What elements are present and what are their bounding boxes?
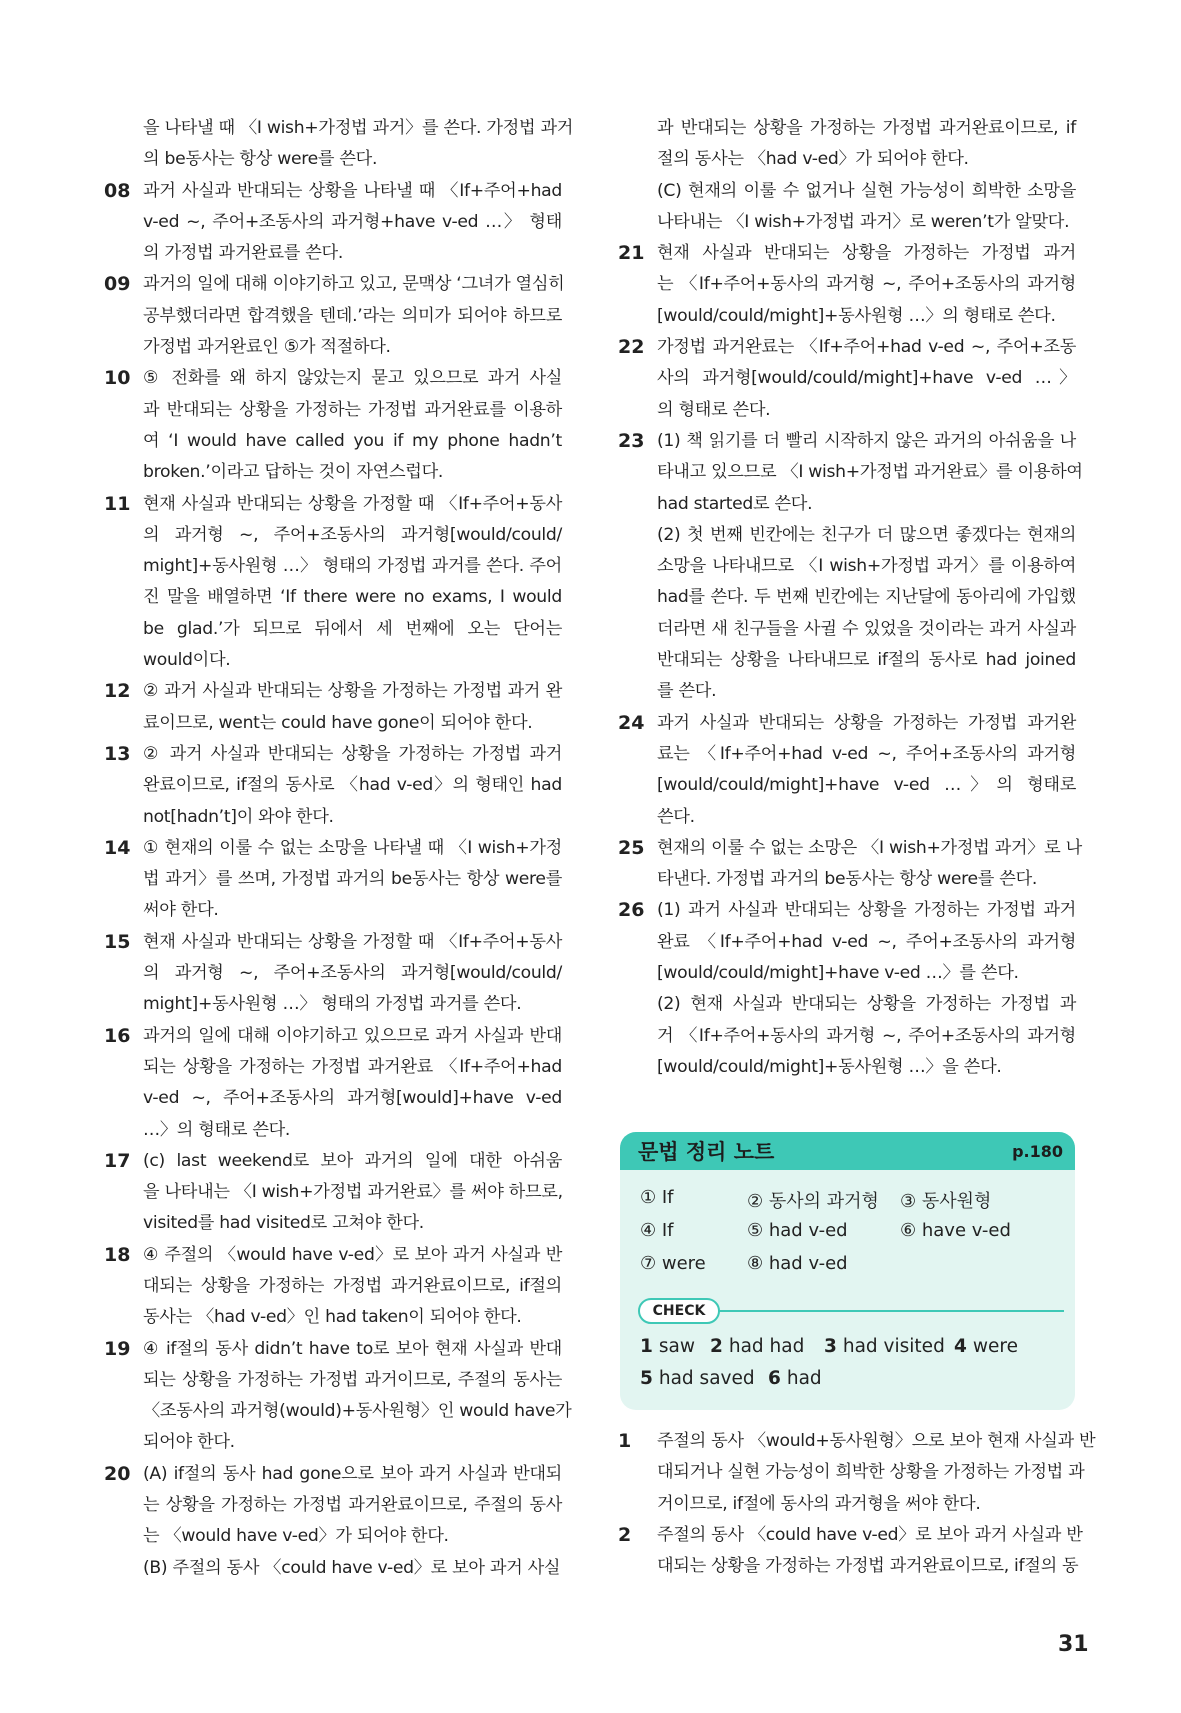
answer-item <box>104 833 562 927</box>
answer-number: 1 <box>618 1430 632 1452</box>
answer-text-line: 거이므로, if절에 동사의 과거형을 써야 한다. <box>657 1493 981 1514</box>
answer-text-line: [would/could/might]+동사원형 …〉을 쓴다. <box>657 1056 1002 1077</box>
answer-text-line: (1) 책 읽기를 더 빨리 시작하지 않은 과거의 아쉬움을 나 <box>657 430 1076 451</box>
answer-text-line: [would/could/might]+have v-ed …〉를 쓴다. <box>657 963 1019 984</box>
answer-text-line: (A) if절의 동사 had gone으로 보아 과거 사실과 반대되 <box>143 1463 562 1484</box>
page-number: 31 <box>1058 1632 1089 1657</box>
answer-item <box>104 1146 562 1240</box>
answer-text-line: (B) 주절의 동사 〈could have v-ed〉로 보아 과거 사실 <box>143 1557 561 1578</box>
answer-item <box>104 176 562 270</box>
answer-text-line: 대되는 상황을 가정하는 가정법 과거완료이므로, if절의 동 <box>657 1556 1079 1577</box>
answer-item <box>104 676 562 739</box>
answer-text-line: might]+동사원형 …〉 형태의 가정법 과거를 쓴다. 주어 <box>143 556 562 577</box>
answer-number: 24 <box>618 711 645 734</box>
left-column <box>104 113 574 1584</box>
answer-item <box>104 269 565 363</box>
answer-text-line: 나타내는 〈I wish+가정법 과거〉로 weren’t가 알맞다. <box>657 211 1070 232</box>
answer-item <box>104 489 562 677</box>
answer-text-line: 가정법 과거완료인 ⑤가 적절하다. <box>143 337 391 358</box>
right-column <box>618 113 1083 1083</box>
answer-text-line: 는 상황을 가정하는 가정법 과거완료이므로, 주절의 동사 <box>143 1495 562 1516</box>
answer-text-line: (c) last weekend로 보아 과거의 일에 대한 아쉬움 <box>143 1150 562 1171</box>
check-answer: 2 had had <box>710 1336 805 1357</box>
answer-text-line: (C) 현재의 이룰 수 없거나 실현 가능성이 희박한 소망을 <box>657 180 1076 201</box>
answer-text-line: 타내고 있으므로 〈I wish+가정법 과거완료〉를 이용하여 <box>657 462 1083 483</box>
answer-item <box>104 363 562 488</box>
answer-text-line: 을 나타내는 〈I wish+가정법 과거완료〉를 써야 하므로, <box>143 1182 563 1203</box>
note-answer: ① If <box>640 1187 674 1208</box>
check-answer: 4 were <box>954 1336 1018 1357</box>
check-answer: 1 saw <box>640 1336 695 1357</box>
answer-text-line: ④ if절의 동사 didn’t have to로 보아 현재 사실과 반대 <box>143 1338 562 1359</box>
answer-number: 12 <box>104 680 131 703</box>
answer-text-line: 사의 과거형[would/could/might]+have v-ed …〉 <box>657 368 1076 389</box>
grammar-note-page-ref: p.180 <box>1012 1141 1063 1161</box>
answer-text-line: (2) 현재 사실과 반대되는 상황을 가정하는 가정법 과 <box>657 994 1076 1015</box>
answer-number: 14 <box>104 836 131 859</box>
answer-text-line: broken.’이라고 답하는 것이 자연스럽다. <box>143 462 444 483</box>
answer-number: 13 <box>104 742 131 765</box>
answer-item <box>104 113 574 176</box>
answer-text-line: 를 쓴다. <box>657 681 717 702</box>
answer-item <box>104 1021 562 1146</box>
answer-text-line: [would/could/might]+동사원형 …〉의 형태로 쓴다. <box>657 305 1056 326</box>
check-answer: 3 had visited <box>824 1336 945 1357</box>
answer-item <box>618 895 1076 1083</box>
answer-text-line: be glad.’가 되므로 뒤에서 세 번째에 오는 단어는 <box>143 618 562 639</box>
answer-text-line: (2) 첫 번째 빈칸에는 친구가 더 많으면 좋겠다는 현재의 <box>657 524 1076 545</box>
answer-text-line: ⑤ 전화를 왜 하지 않았는지 묻고 있으므로 과거 사실 <box>143 368 562 389</box>
answer-text-line: 되어야 한다. <box>143 1432 235 1453</box>
answer-text-line: 과 반대되는 상황을 가정하는 가정법 과거완료를 이용하 <box>143 399 562 420</box>
note-answer: ⑤ had v-ed <box>747 1220 848 1241</box>
answer-text-line: 공부했더라면 합격했을 텐데.’라는 의미가 되어야 하므로 <box>143 305 562 326</box>
note-answer: ⑥ have v-ed <box>900 1220 1011 1241</box>
answer-text-line: might]+동사원형 …〉 형태의 가정법 과거를 쓴다. <box>143 994 522 1015</box>
answer-item <box>618 238 1076 332</box>
answer-item <box>104 1459 562 1584</box>
answer-text-line: 소망을 나타내므로 〈I wish+가정법 과거〉를 이용하여 <box>657 556 1076 577</box>
answer-text-line: 진 말을 배열하면 ‘If there were no exams, I would <box>143 587 562 608</box>
answer-text-line: 는 〈If+주어+동사의 과거형 ~, 주어+조동사의 과거형 <box>657 274 1076 295</box>
answer-text-line: 써야 한다. <box>143 900 219 921</box>
answer-number: 22 <box>618 336 645 359</box>
answer-item <box>618 426 1083 708</box>
answer-text-line: 을 나타낼 때 〈I wish+가정법 과거〉를 쓴다. 가정법 과거 <box>143 118 574 138</box>
answer-item <box>104 1334 572 1459</box>
answer-text-line: 동사는 〈had v-ed〉인 had taken이 되어야 한다. <box>143 1307 522 1328</box>
check-label: CHECK <box>638 1298 720 1324</box>
answer-text-line: visited를 had visited로 고쳐야 한다. <box>143 1213 424 1234</box>
answer-text-line: ② 과거 사실과 반대되는 상황을 가정하는 가정법 과거 <box>143 743 562 764</box>
answer-text-line: 현재 사실과 반대되는 상황을 가정할 때 〈If+주어+동사 <box>143 931 562 952</box>
answer-item <box>104 739 562 833</box>
answer-text-line: not[hadn’t]이 와야 한다. <box>143 806 334 827</box>
check-answer: 5 had saved <box>640 1368 755 1389</box>
answer-text-line: 료는 〈If+주어+had v-ed ~, 주어+조동사의 과거형 <box>657 743 1076 764</box>
note-answer: ④ If <box>640 1220 674 1241</box>
answer-number: 2 <box>618 1523 632 1546</box>
answer-text-line: 대되는 상황을 가정하는 가정법 과거완료이므로, if절의 <box>143 1275 562 1296</box>
answer-text-line: v-ed ~, 주어+조동사의 과거형+have v-ed …〉 형태 <box>143 211 562 232</box>
answer-number: 16 <box>104 1024 131 1047</box>
answer-text-line: 거 〈If+주어+동사의 과거형 ~, 주어+조동사의 과거형 <box>657 1025 1076 1046</box>
answer-number: 20 <box>104 1462 131 1485</box>
answer-text-line: 타낸다. 가정법 과거의 be동사는 항상 were를 쓴다. <box>657 869 1038 890</box>
answer-item <box>618 1426 1096 1520</box>
answer-text-line: 과 반대되는 상황을 가정하는 가정법 과거완료이므로, if <box>657 118 1076 138</box>
answer-text-line: 는 〈would have v-ed〉가 되어야 한다. <box>143 1526 449 1547</box>
answer-item <box>104 927 562 1021</box>
answer-text-line: 과거의 일에 대해 이야기하고 있고, 문맥상 ‘그녀가 열심히 <box>143 274 565 295</box>
answer-text-line: ④ 주절의 〈would have v-ed〉로 보아 과거 사실과 반 <box>143 1244 562 1265</box>
answer-number: 25 <box>618 836 645 859</box>
answer-text-line: v-ed ~, 주어+조동사의 과거형[would]+have v-ed <box>143 1088 562 1109</box>
answer-text-line: 법 과거〉를 쓰며, 가정법 과거의 be동사는 항상 were를 <box>143 869 562 890</box>
answer-text-line: 의 가정법 과거완료를 쓴다. <box>143 243 343 264</box>
answer-text-line: 여 ‘I would have called you if my phone hadn’t <box>143 430 562 451</box>
check-answer: 6 had <box>768 1368 822 1389</box>
answer-text-line: 더라면 새 친구들을 사귈 수 있었을 것이라는 과거 사실과 <box>657 618 1076 639</box>
answer-text-line: 〈조동사의 과거형(would)+동사원형〉인 would have가 <box>143 1401 572 1422</box>
answer-text-line: 의 과거형 ~, 주어+조동사의 과거형[would/could/ <box>143 963 562 984</box>
answer-number: 08 <box>104 179 131 202</box>
answer-text-line: 의 과거형 ~, 주어+조동사의 과거형[would/could/ <box>143 524 562 545</box>
grammar-note-header <box>620 1132 1075 1170</box>
answer-item <box>618 1520 1083 1583</box>
answer-text-line: had를 쓴다. 두 번째 빈칸에는 지난달에 동아리에 가입했 <box>657 587 1076 608</box>
answer-text-line: 의 be동사는 항상 were를 쓴다. <box>143 149 378 170</box>
answer-number: 19 <box>104 1337 131 1360</box>
answer-number: 23 <box>618 429 645 452</box>
note-answer: ⑦ were <box>640 1253 706 1274</box>
answer-text-line: 가정법 과거완료는 〈If+주어+had v-ed ~, 주어+조동 <box>657 337 1076 358</box>
answer-text-line: …〉의 형태로 쓴다. <box>143 1119 291 1140</box>
answer-item <box>618 332 1076 426</box>
answer-item <box>618 833 1082 896</box>
answer-number: 10 <box>104 367 131 390</box>
answer-text-line: would이다. <box>143 650 231 671</box>
answer-text-line: 과거 사실과 반대되는 상황을 가정하는 가정법 과거완 <box>657 712 1076 733</box>
answer-text-line: 되는 상황을 가정하는 가정법 과거완료 〈If+주어+had <box>143 1056 562 1077</box>
answer-text-line: 료이므로, went는 could have gone이 되어야 한다. <box>143 712 533 733</box>
answer-text-line: (1) 과거 사실과 반대되는 상황을 가정하는 가정법 과거 <box>657 900 1076 921</box>
answer-text-line: 되는 상황을 가정하는 가정법 과거이므로, 주절의 동사는 <box>143 1369 562 1390</box>
answer-text-line: 과거의 일에 대해 이야기하고 있으므로 과거 사실과 반대 <box>143 1025 562 1046</box>
answer-text-line: 현재 사실과 반대되는 상황을 가정하는 가정법 과거 <box>657 243 1076 264</box>
grammar-note-title: 문법 정리 노트 <box>638 1140 775 1164</box>
answer-item <box>618 708 1076 833</box>
answer-number: 11 <box>104 492 131 515</box>
note-answer: ③ 동사원형 <box>900 1191 992 1212</box>
grammar-note-box <box>620 1132 1075 1410</box>
note-answer: ② 동사의 과거형 <box>747 1191 879 1212</box>
answer-text-line: 현재 사실과 반대되는 상황을 가정할 때 〈If+주어+동사 <box>143 493 562 514</box>
answer-text-line: 반대되는 상황을 나타내므로 if절의 동사로 had joined <box>657 650 1076 671</box>
answer-number: 18 <box>104 1243 131 1266</box>
answer-text-line: 의 형태로 쓴다. <box>657 399 771 420</box>
answer-text-line: 대되거나 실현 가능성이 희박한 상황을 가정하는 가정법 과 <box>657 1462 1085 1483</box>
answer-number: 26 <box>618 899 645 922</box>
answer-text-line: 절의 동사는 〈had v-ed〉가 되어야 한다. <box>657 149 969 170</box>
answer-text-line: ② 과거 사실과 반대되는 상황을 가정하는 가정법 과거 완 <box>143 681 562 702</box>
answer-text-line: 쓴다. <box>657 806 695 827</box>
answer-text-line: had started로 쓴다. <box>657 493 813 514</box>
answer-text-line: 주절의 동사 〈could have v-ed〉로 보아 과거 사실과 반 <box>657 1524 1083 1545</box>
answer-number: 15 <box>104 930 131 953</box>
check-explanations <box>618 1426 1096 1582</box>
answer-text-line: 주절의 동사 〈would+동사원형〉으로 보아 현재 사실과 반 <box>657 1431 1096 1451</box>
note-answer: ⑧ had v-ed <box>747 1253 848 1274</box>
answer-number: 17 <box>104 1149 131 1172</box>
answer-text-line: [would/could/might]+have v-ed …〉의 형태로 <box>657 775 1076 796</box>
answer-item <box>618 113 1076 238</box>
answer-text-line: 완료이므로, if절의 동사로 〈had v-ed〉의 형태인 had <box>143 775 562 796</box>
answer-text-line: ① 현재의 이룰 수 없는 소망을 나타낼 때 〈I wish+가정 <box>143 837 562 858</box>
answer-number: 21 <box>618 242 645 265</box>
answer-item <box>104 1240 562 1334</box>
answer-text-line: 완료 〈If+주어+had v-ed ~, 주어+조동사의 과거형 <box>657 931 1076 952</box>
answer-number: 09 <box>104 273 131 296</box>
answer-text-line: 과거 사실과 반대되는 상황을 나타낼 때 〈If+주어+had <box>143 180 562 201</box>
check-divider <box>718 1310 1064 1312</box>
answer-text-line: 현재의 이룰 수 없는 소망은 〈I wish+가정법 과거〉로 나 <box>657 837 1082 858</box>
